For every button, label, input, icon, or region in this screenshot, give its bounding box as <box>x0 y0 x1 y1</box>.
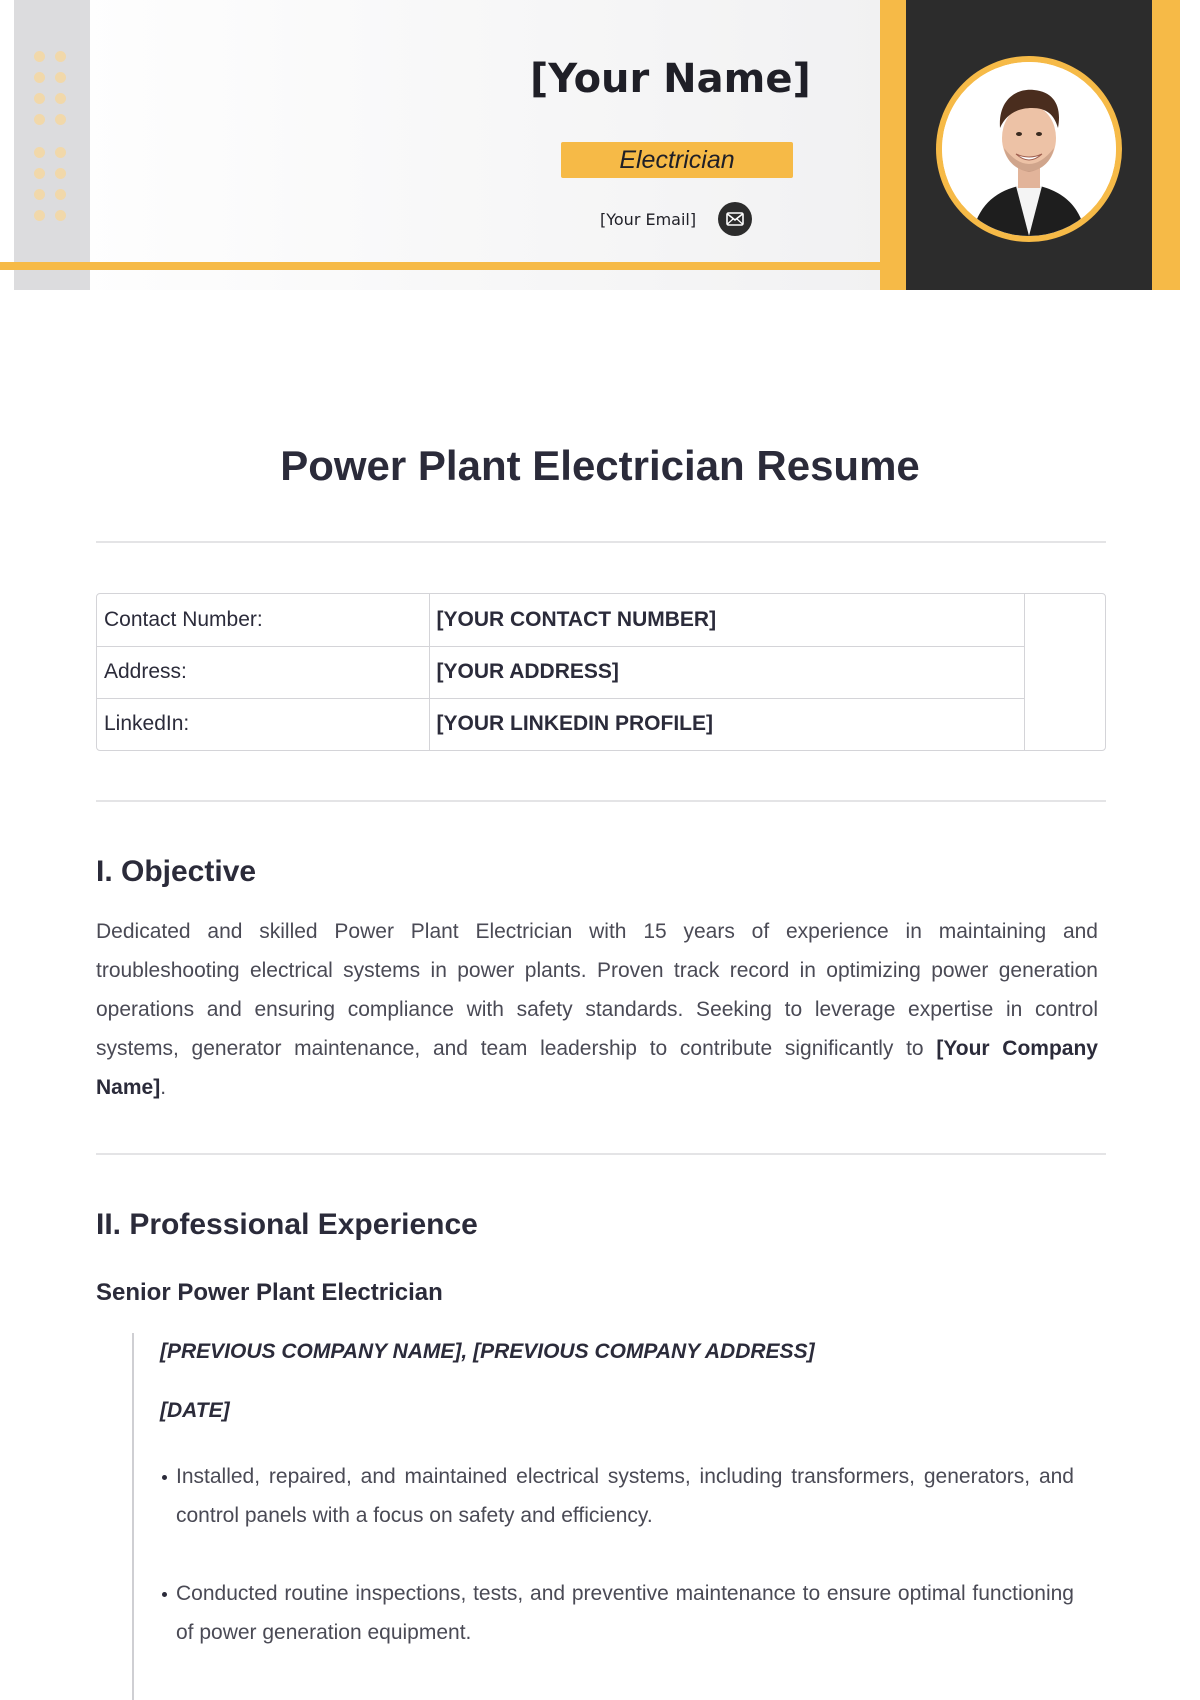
job-entry <box>132 1333 1082 1700</box>
header-accent-line <box>0 262 880 270</box>
objective-ending: . <box>160 1076 167 1099</box>
company-name: [PREVIOUS COMPANY NAME], [PREVIOUS COMPANY ADDRESS] <box>160 1340 815 1363</box>
table-row <box>97 698 1025 750</box>
contact-table <box>96 593 1106 751</box>
avatar <box>936 56 1122 242</box>
profile-photo <box>942 62 1116 236</box>
job-title: Senior Power Plant Electrician <box>96 1279 443 1306</box>
objective-body: Dedicated and skilled Power Plant Electrician with 15 years of experience in maintaining and troubleshooting electrical systems in power plants. Proven track record in optimizing power generation operations and ensuring compliance with safety standards. Seeking to leverage expertise in control systems, generator maintenance, and team leadership to contribute significantly to <box>96 920 1098 1060</box>
contact-value: [YOUR ADDRESS] <box>429 646 1025 698</box>
role-badge <box>561 142 793 178</box>
job-duties <box>160 1457 1082 1652</box>
table-row <box>97 594 1025 646</box>
objective-heading: I. Objective <box>96 855 257 888</box>
job-date: [DATE] <box>160 1399 230 1422</box>
mail-icon[interactable] <box>718 202 752 236</box>
decorative-strip <box>14 0 90 290</box>
divider <box>96 800 1106 802</box>
objective-text <box>96 912 1098 1107</box>
resume-header <box>0 0 1180 290</box>
candidate-name: [Your Name] <box>530 56 811 102</box>
document-title: Power Plant Electrician Resume <box>280 442 920 489</box>
email-row <box>600 202 752 236</box>
contact-label: Contact Number: <box>97 594 429 646</box>
contact-label: Address: <box>97 646 429 698</box>
list-item: Conducted routine inspections, tests, and preventive maintenance to ensure optimal functioning of power generation equipment. <box>160 1574 1074 1652</box>
contact-label: LinkedIn: <box>97 698 429 750</box>
email-text: [Your Email] <box>600 209 697 229</box>
list-item: Installed, repaired, and maintained electrical systems, including transformers, generators, and control panels with a focus on safety and efficiency. <box>160 1457 1074 1535</box>
divider <box>96 541 1106 543</box>
experience-heading: II. Professional Experience <box>96 1208 478 1241</box>
company-placeholder: [Your Company Name] <box>96 1037 1098 1099</box>
contact-value: [YOUR LINKEDIN PROFILE] <box>429 698 1025 750</box>
table-row <box>97 646 1025 698</box>
contact-value: [YOUR CONTACT NUMBER] <box>429 594 1025 646</box>
role-label: Electrician <box>619 145 735 174</box>
decorative-dots <box>34 51 74 125</box>
decorative-dots <box>34 147 74 221</box>
divider <box>96 1153 1106 1155</box>
